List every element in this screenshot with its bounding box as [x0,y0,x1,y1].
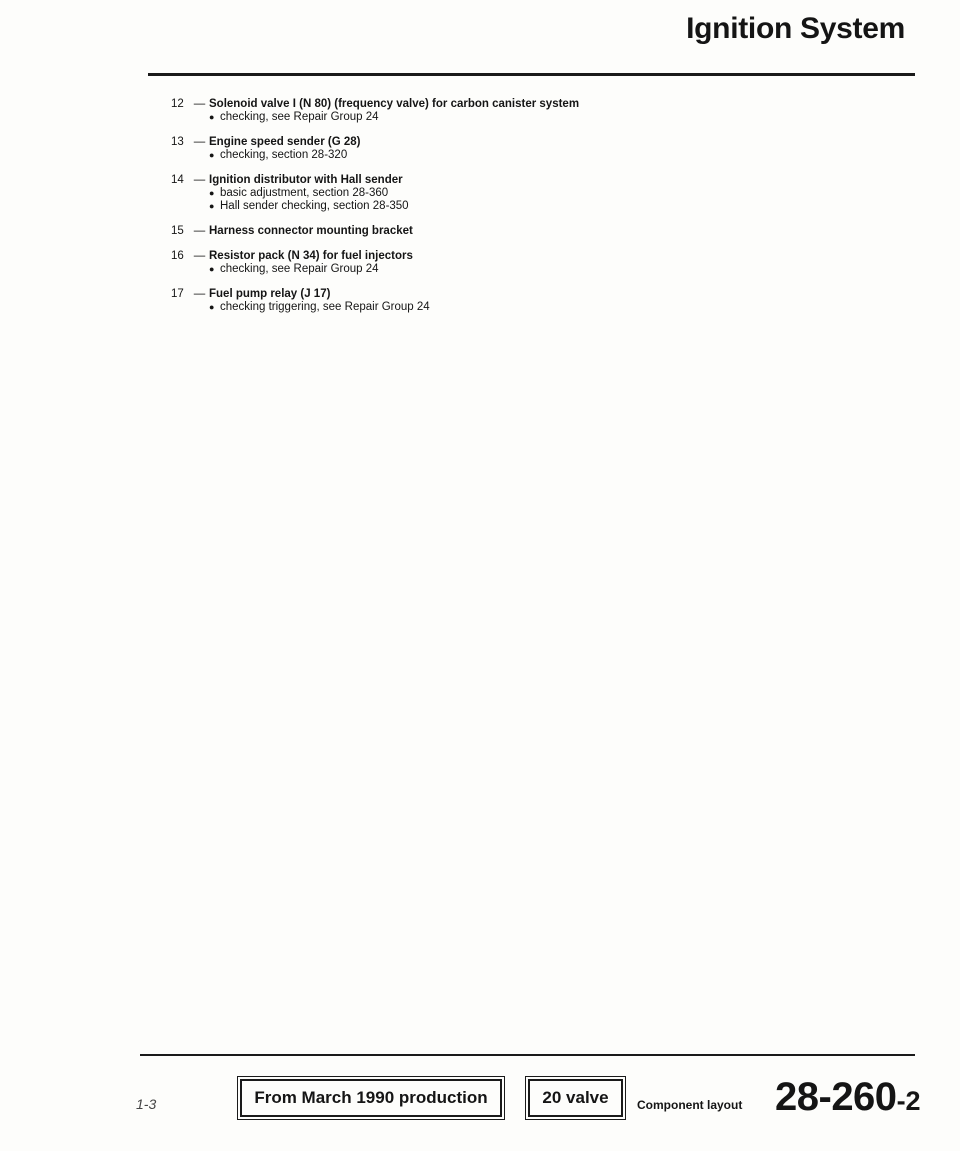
item-dash: — [193,174,206,186]
production-badge: From March 1990 production [240,1079,502,1117]
header-rule [148,73,915,76]
item-title: Fuel pump relay (J 17) [209,288,331,300]
item-dash: — [193,225,206,237]
item-number: 13 [171,136,184,148]
list-item [171,174,591,213]
item-dash: — [193,136,206,148]
item-number: 14 [171,174,184,186]
bullet-icon: ● [209,201,215,211]
page-mark: 1-3 [136,1096,157,1112]
item-title: Solenoid valve I (N 80) (frequency valve) for carbon canister system [209,98,580,110]
item-dash: — [193,98,206,110]
item-bullet: basic adjustment, section 28-360 [220,187,389,199]
item-list [171,98,591,326]
item-number: 17 [171,288,184,300]
list-item [171,225,591,238]
item-bullet: checking, see Repair Group 24 [220,111,379,123]
item-number: 12 [171,98,184,110]
bullet-icon: ● [209,264,215,274]
item-bullet: checking triggering, see Repair Group 24 [220,301,430,313]
list-item [171,136,591,162]
list-item [171,288,591,314]
item-title: Engine speed sender (G 28) [209,136,361,148]
item-bullet: checking, see Repair Group 24 [220,263,379,275]
valve-badge: 20 valve [528,1079,623,1117]
page-header-title: Ignition System [686,12,905,45]
item-title: Harness connector mounting bracket [209,225,413,237]
footer-rule [140,1054,915,1056]
item-bullet: checking, section 28-320 [220,149,348,161]
list-item [171,250,591,276]
item-dash: — [193,250,206,262]
section-label: Component layout [637,1098,743,1112]
bullet-icon: ● [209,112,215,122]
item-title: Resistor pack (N 34) for fuel injectors [209,250,413,262]
item-number: 15 [171,225,184,237]
item-bullet: Hall sender checking, section 28-350 [220,200,409,212]
page-number-sub: -2 [896,1086,921,1116]
bullet-icon: ● [209,188,215,198]
bullet-icon: ● [209,302,215,312]
item-title: Ignition distributor with Hall sender [209,174,403,186]
item-number: 16 [171,250,184,262]
page-number [775,1075,921,1120]
page-number-main: 28-260 [775,1075,897,1119]
item-dash: — [193,288,206,300]
bullet-icon: ● [209,150,215,160]
list-item [171,98,591,124]
